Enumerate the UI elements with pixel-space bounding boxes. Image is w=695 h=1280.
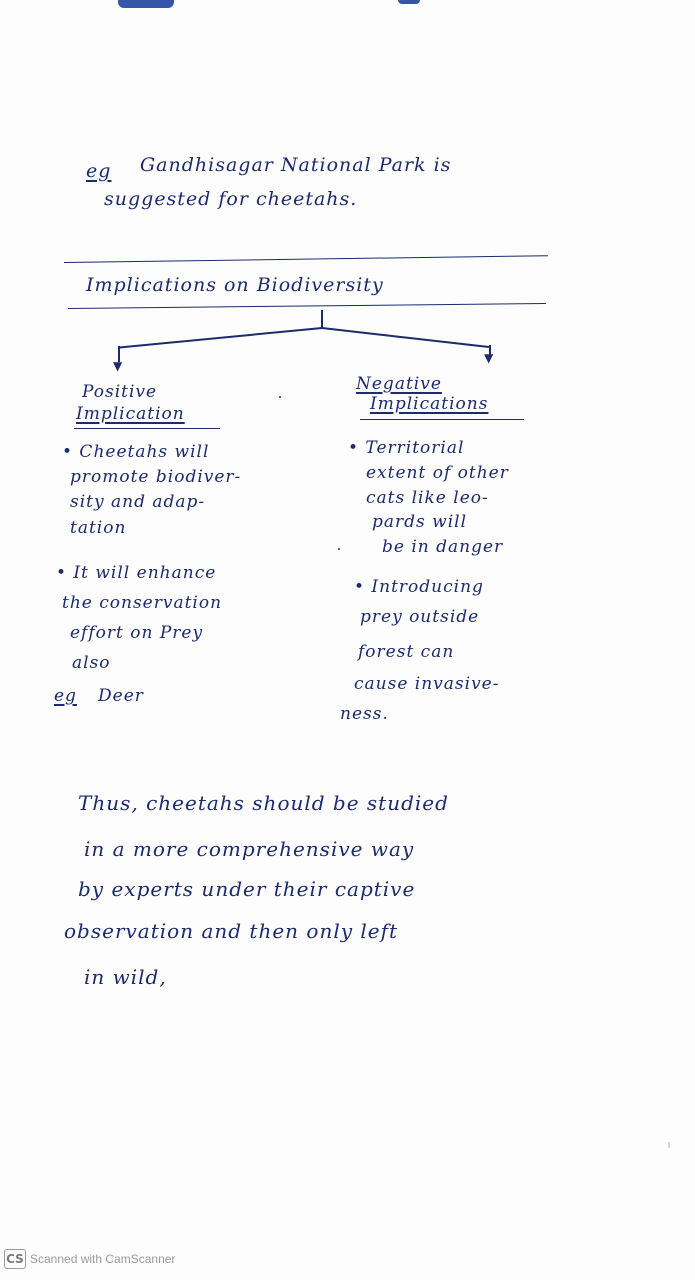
positive-p1-l2: promote biodiver- [70,467,242,487]
negative-title-1: Negative [356,374,442,394]
positive-example-marker: eg [54,686,77,706]
negative-p2-l5: ness. [340,704,389,724]
branch-right-arm [322,327,489,348]
example-marker-top: eg [86,160,112,182]
tape-strip-right [398,0,420,4]
negative-p2-l3: forest can [358,642,455,662]
conclusion-line-5: in wild, [84,965,167,989]
positive-title-underline [74,428,220,429]
arrow-down-left-icon: ▼ [113,359,123,373]
negative-p1-l3: cats like leo- [366,488,489,508]
conclusion-line-4: observation and then only left [64,919,399,943]
camscanner-text: Scanned with CamScanner [30,1252,176,1266]
negative-p1-l1: • Territorial [348,438,465,458]
camscanner-watermark [4,1249,175,1269]
scan-speck [668,1142,670,1148]
branch-left-arm [120,327,322,348]
pen-dot [279,396,281,398]
conclusion-line-1: Thus, cheetahs should be studied [78,791,449,815]
positive-p2-l2: the conservation [62,593,223,613]
negative-title-underline [360,419,524,420]
negative-p2-l1: • Introducing [354,577,484,597]
pen-dot [338,548,340,550]
positive-title-1: Positive [82,382,158,402]
positive-p1-l4: tation [70,518,127,538]
heading-rule-bottom [68,303,546,309]
negative-p1-l5: be in danger [382,537,504,557]
negative-title-2: Implications [370,394,489,414]
positive-p1-l1: • Cheetahs will [62,442,210,462]
tape-strip-left [118,0,174,8]
positive-p2-l1: • It will enhance [56,563,217,583]
positive-p2-l4: also [72,653,111,673]
negative-p1-l2: extent of other [366,463,509,483]
positive-p2-l3: effort on Prey [70,623,204,643]
positive-title-2: Implication [76,404,185,424]
heading-rule-top [64,255,548,263]
negative-p2-l2: prey outside [360,607,480,627]
conclusion-line-2: in a more comprehensive way [84,837,415,861]
arrow-down-right-icon: ▼ [484,351,494,365]
example-line-2: suggested for cheetahs. [104,188,358,210]
positive-p1-l3: sity and adap- [70,492,206,512]
branch-stem [321,310,323,328]
positive-example-text: Deer [98,686,144,706]
conclusion-line-3: by experts under their captive [78,877,416,901]
camscanner-logo-icon: CS [4,1249,26,1269]
negative-p2-l4: cause invasive- [354,674,500,694]
negative-p1-l4: pards will [372,512,468,532]
heading-title: Implications on Biodiversity [86,274,384,296]
example-line-1: Gandhisagar National Park is [140,154,452,176]
